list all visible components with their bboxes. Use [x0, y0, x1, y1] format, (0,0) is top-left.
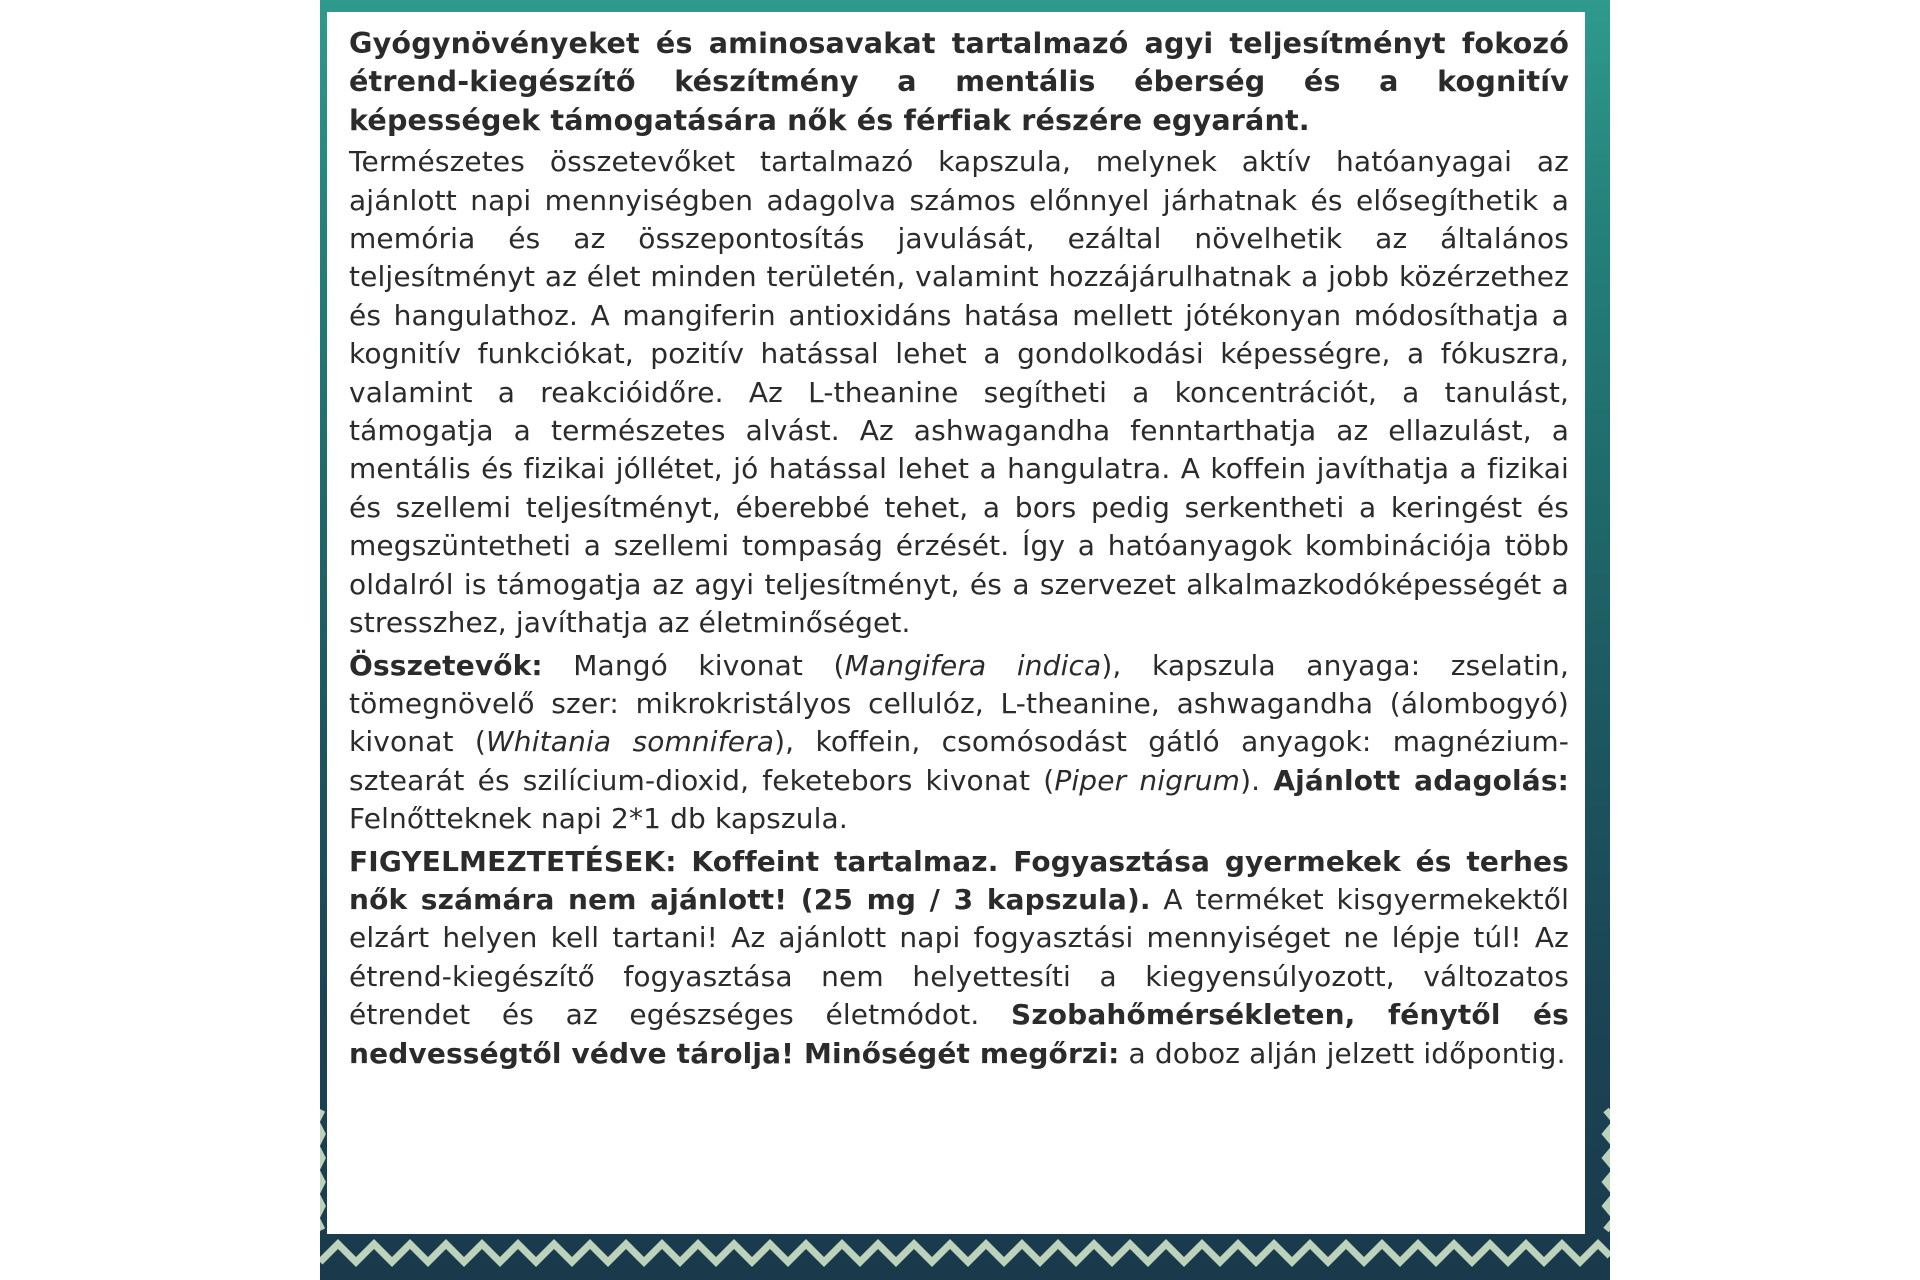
warnings-bold: FIGYELMEZTETÉSEK: Koffeint tartalmaz. Fogyasztása gyermekek és terhes nők számára nem ajánlott! (25 mg / 3 kapszula). [349, 844, 1569, 916]
chevron-border-left [320, 1110, 322, 1230]
ingredients-label: Összetevők: [349, 648, 543, 682]
ingredients-text-1: Mangó kivonat ( [542, 648, 845, 682]
dosage-text: Felnőtteknek napi 2*1 db kapszula. [349, 802, 848, 836]
product-intro: Gyógynövényeket és aminosavakat tartalmazó agyi teljesítményt fokozó étrend-kiegészítő készítmény a mentális éberség és a kognitív képességek támogatására nők és férfiak részére egyaránt. [349, 26, 1569, 137]
chevron-border-bottom [320, 1244, 1610, 1262]
ingredients-text-3: ), koffein, csomósodást gátló anyagok: magnézium-sztearát és szilícium-dioxid, feketebors kivonat ( [349, 725, 1569, 797]
warnings-text: A terméket kisgyermekektől elzárt helyen kell tartani! Az ajánlott napi fogyasztási mennyiséget ne lépje túl! Az étrend-kiegészítő fogyasztása nem helyettesíti a kiegyensúlyozott, változatos étrendet és az egészséges életmódot. [349, 882, 1569, 1032]
ingredients-latin-3: Piper nigrum [1054, 763, 1241, 797]
ingredients-paragraph [349, 647, 1569, 839]
ingredients-text-4: ). [1240, 763, 1274, 797]
ingredients-latin-2: Whitania somnifera [485, 725, 775, 759]
ingredients-text-2: ), kapszula anyaga: zselatin, tömegnövelő szer: mikrokristályos cellulóz, L-theanine, ashwagandha (álombogyó) kivonat ( [349, 648, 1569, 759]
storage-text: a doboz alján jelzett időpontig. [1119, 1036, 1566, 1070]
storage-bold: Szobahőmérsékleten, fénytől és nedvességtől védve tárolja! Minőségét megőrzi: [349, 998, 1570, 1070]
label-text-panel [327, 12, 1585, 1234]
warnings-paragraph [349, 843, 1569, 1073]
product-description: Természetes összetevőket tartalmazó kapszula, melynek aktív hatóanyagai az ajánlott napi mennyiségben adagolva számos előnnyel járhatnak és elősegíthetik a memória és az összepontosítás javulását, ezáltal növelhetik az általános teljesítményt az élet minden területén, valamint hozzájárulhatnak a jobb közérzethez és hangulathoz. A mangiferin antioxidáns hatása mellett jótékonyan módosíthatja a kognitív funkciókat, pozitív hatással lehet a gondolkodási képességre, a fókuszra, valamint a reakcióidőre. Az L-theanine segítheti a koncentrációt, a tanulást, támogatja a természetes alvást. Az ashwagandha fenntarthatja az ellazulást, a mentális és fizikai jóllétet, jó hatással lehet a hangulatra. A koffein javíthatja a fizikai és szellemi teljesítményt, éberebbé tehet, a bors pedig serkentheti a keringést és megszüntetheti a szellemi tompaság érzését. Így a hatóanyagok kombinációja több oldalról is támogatja az agyi teljesítményt, és a szervezet alkalmazkodóképességét a stresszhez, javíthatja az életminőséget. [349, 145, 1569, 640]
ingredients-latin-1: Mangifera indica [844, 648, 1102, 682]
chevron-border-right [1606, 1110, 1610, 1230]
dosage-label: Ajánlott adagolás: [1273, 763, 1569, 797]
